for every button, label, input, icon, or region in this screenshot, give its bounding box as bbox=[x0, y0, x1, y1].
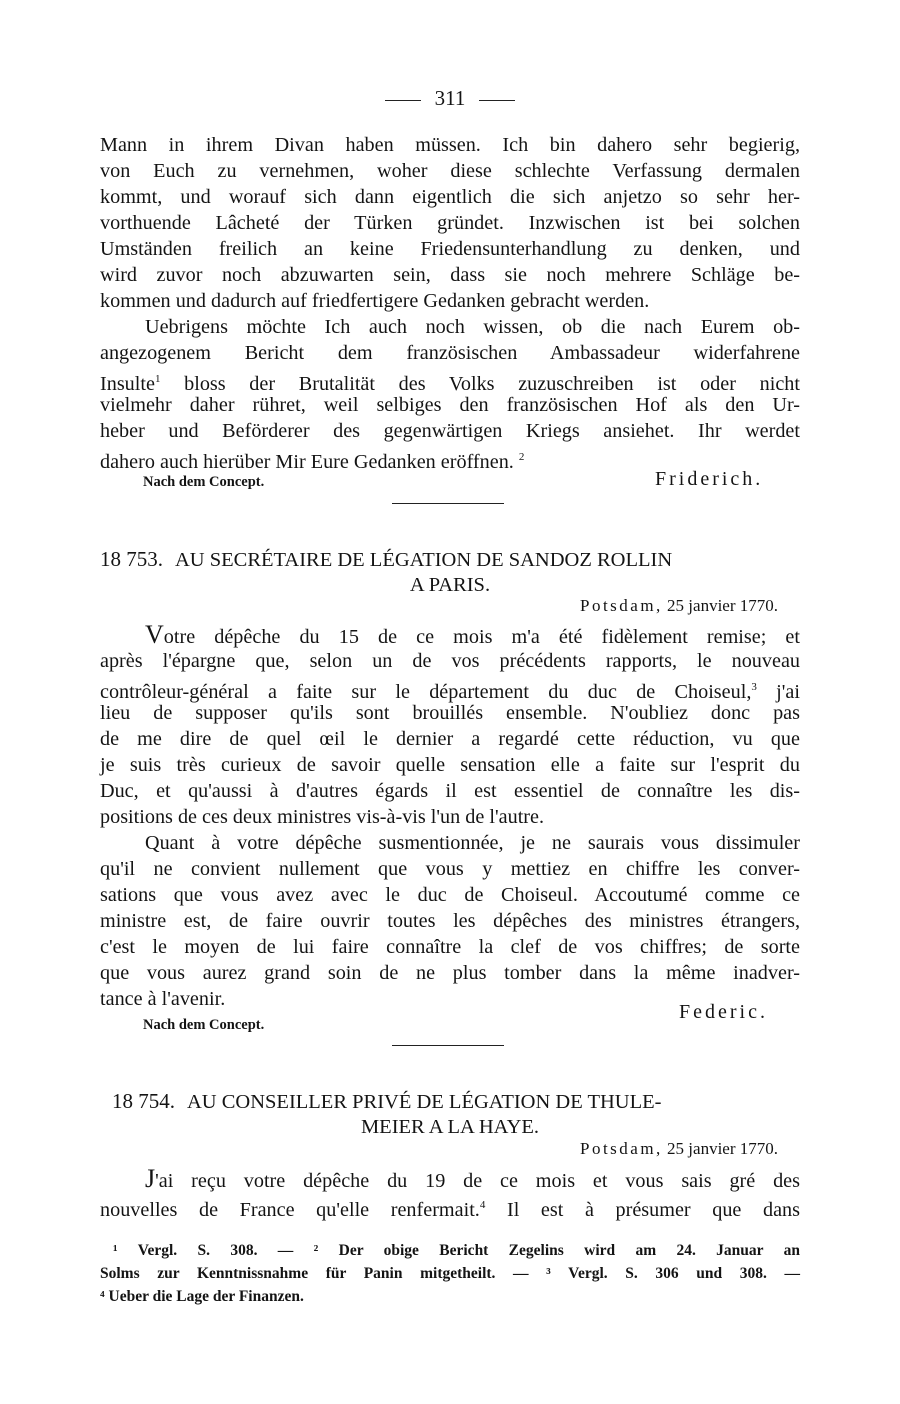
text-line: Mann in ihrem Divan haben müssen. Ich bin dahero sehr begierig, bbox=[100, 134, 800, 156]
footnote-ref: 4 bbox=[479, 1199, 486, 1211]
text-line: c'est le moyen de lui faire connaître la clef de vos chiffres; de sorte bbox=[100, 936, 800, 958]
text-line: lieu de supposer qu'ils sont brouillés ensemble. N'oubliez donc pas bbox=[100, 702, 800, 724]
letter-title: AU CONSEILLER PRIVÉ DE LÉGATION DE THULE- bbox=[187, 1091, 662, 1113]
text-line-first: Votre dépêche du 15 de ce mois m'a été fidèlement remise; et bbox=[145, 620, 800, 649]
section-divider bbox=[392, 1045, 504, 1046]
text-line: positions de ces deux ministres vis-à-vis l'un de l'autre. bbox=[100, 806, 545, 828]
letter-heading bbox=[100, 546, 800, 572]
place: Potsdam, bbox=[579, 596, 663, 615]
text-line-with-footnote: Insulte$^1$ bloss der Brutalität des Volks zuzuschreiben ist oder nicht bbox=[100, 373, 800, 395]
text-line: von Euch zu vernehmen, woher diese schlechte Verfassung dermalen bbox=[100, 160, 800, 182]
text-line: wird zuvor noch abzuwarten sein, dass sie noch mehrere Schläge be- bbox=[100, 264, 800, 286]
text-line-with-footnote: dahero auch hierüber Mir Eure Gedanken eröffnen. $^2$ bbox=[100, 451, 525, 473]
place: Potsdam, bbox=[579, 1139, 663, 1158]
header-dash-left bbox=[385, 100, 421, 101]
letter-number: 18 753. bbox=[100, 547, 163, 571]
signature: Federic. bbox=[679, 1001, 768, 1023]
dateline bbox=[580, 1139, 778, 1159]
page-number: 311 bbox=[434, 86, 466, 110]
footnote-line: ¹ Vergl. S. 308. — ² Der obige Bericht Zegelins wird am 24. Januar an bbox=[113, 1242, 800, 1259]
text-line: angezogenem Bericht dem französischen Ambassadeur widerfahrene bbox=[100, 342, 800, 364]
initial-letter: V bbox=[145, 620, 164, 649]
text-line: Uebrigens möchte Ich auch noch wissen, ob die nach Eurem ob- bbox=[145, 316, 800, 338]
initial-letter: J bbox=[145, 1164, 156, 1193]
text-line: Duc, et qu'aussi à d'autres égards il est essentiel de connaître les dis- bbox=[100, 780, 800, 802]
footnote-line: Solms zur Kenntnissnahme für Panin mitgetheilt. — ³ Vergl. S. 306 und 308. — bbox=[100, 1265, 800, 1282]
text-line-with-footnote: contrôleur-général a faite sur le département du duc de Choiseul,$^3$ j'ai bbox=[100, 681, 801, 703]
text-line: vorthuende Lâcheté der Türken gründet. Inzwischen ist bei solchen bbox=[100, 212, 800, 234]
text-line: heber und Beförderer des gegenwärtigen Kriegs ansiehet. Ihr werdet bbox=[100, 420, 800, 442]
page-header bbox=[0, 86, 900, 116]
source-note: Nach dem Concept. bbox=[143, 474, 265, 490]
text-line: sations que vous avez avec le duc de Choiseul. Accoutumé comme ce bbox=[100, 884, 800, 906]
footnote-ref: 1 bbox=[154, 373, 161, 385]
footnote-ref: 3 bbox=[751, 681, 757, 693]
text-line: après l'épargne que, selon un de vos précédents rapports, le nouveau bbox=[100, 650, 800, 672]
text-line: je suis très curieux de savoir quelle sensation elle a faite sur l'esprit du bbox=[100, 754, 800, 776]
footnote-ref: 2 bbox=[518, 451, 525, 463]
header-dash-right bbox=[479, 100, 515, 101]
text-line: Umständen freilich an keine Friedensunterhandlung zu denken, und bbox=[100, 238, 800, 260]
letter-title-line2: A PARIS. bbox=[409, 574, 491, 596]
text-line: Quant à votre dépêche susmentionnée, je ne saurais vous dissimuler bbox=[145, 832, 800, 854]
text-line: kommt, und worauf sich dann eigentlich die sich anjetzo so sehr her- bbox=[100, 186, 800, 208]
text-line: kommen und dadurch auf friedfertigere Gedanken gebracht werden. bbox=[100, 290, 650, 312]
text-line: qu'il ne convient nullement que vous y mettiez en chiffre les conver- bbox=[100, 858, 800, 880]
text-line-with-footnote: nouvelles de France qu'elle renfermait.$^4$ Il est à présumer que dans bbox=[100, 1199, 800, 1221]
letter-number: 18 754. bbox=[112, 1089, 175, 1113]
letter-title-line2: MEIER A LA HAYE. bbox=[360, 1116, 540, 1138]
footnote-line: ⁴ Ueber die Lage der Finanzen. bbox=[100, 1288, 304, 1305]
letter-heading bbox=[112, 1088, 800, 1114]
dateline bbox=[580, 596, 778, 616]
signature: Friderich. bbox=[655, 468, 764, 490]
date: 25 janvier 1770. bbox=[667, 1139, 778, 1158]
section-divider bbox=[392, 503, 504, 504]
date: 25 janvier 1770. bbox=[667, 596, 778, 615]
text-line: ministre est, de faire ouvrir toutes les dépêches des ministres étrangers, bbox=[100, 910, 800, 932]
text-line-first: J'ai reçu votre dépêche du 19 de ce mois et vous sais gré des bbox=[145, 1164, 800, 1193]
text-line: que vous aurez grand soin de ne plus tomber dans la même inadver- bbox=[100, 962, 800, 984]
text-line: de me dire de quel œil le dernier a regardé cette réduction, vu que bbox=[100, 728, 800, 750]
text-line: tance à l'avenir. bbox=[100, 988, 226, 1010]
letter-title: AU SECRÉTAIRE DE LÉGATION DE SANDOZ ROLLIN bbox=[175, 549, 673, 571]
source-note: Nach dem Concept. bbox=[143, 1017, 265, 1033]
text-line: vielmehr daher rühret, weil selbiges den französischen Hof als den Ur- bbox=[100, 394, 800, 416]
